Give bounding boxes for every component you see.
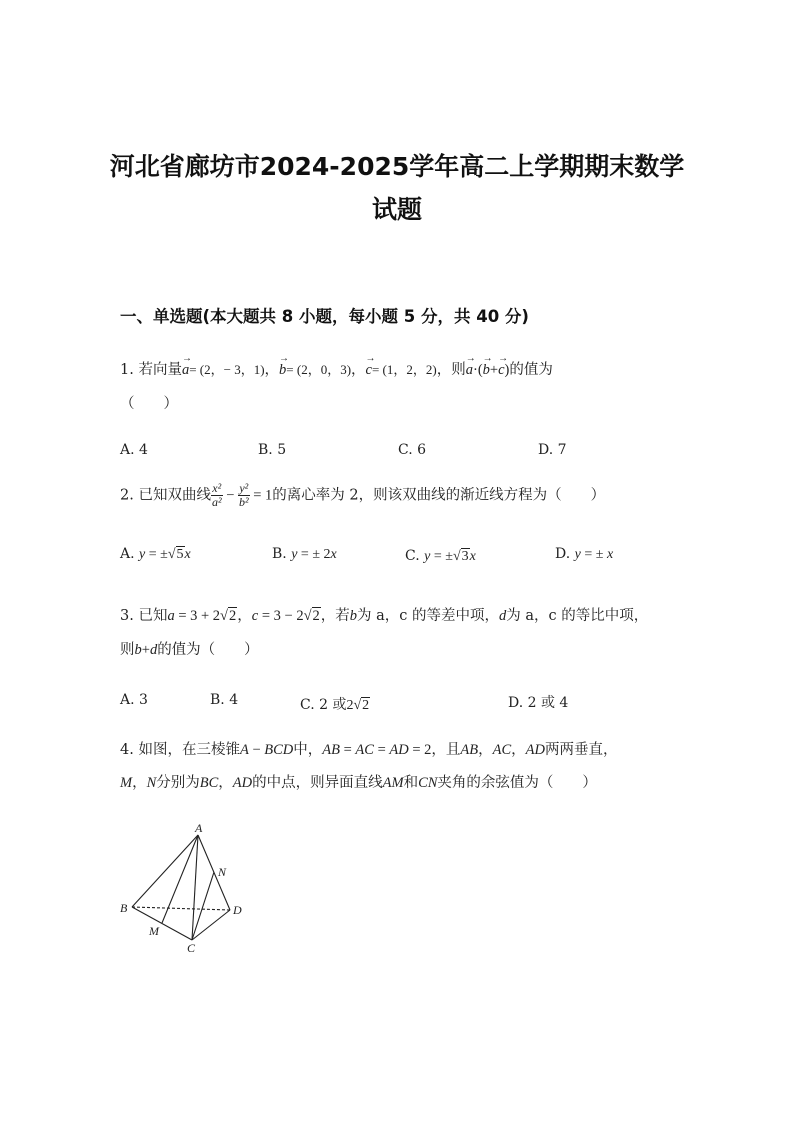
- edge-cd: [192, 910, 230, 940]
- option-c: C. 6: [398, 442, 427, 458]
- question-3-stem-line2: 则b+d的值为（ ）: [120, 642, 259, 658]
- option-b: B. 4: [210, 692, 239, 708]
- label-a: A: [195, 821, 203, 835]
- section-heading: 一、单选题(本大题共 8 小题，每小题 5 分，共 40 分): [120, 307, 529, 326]
- tetrahedron-figure: [110, 815, 270, 960]
- question-3-stem-line1: 3. 已知a = 3 + 2√2，c = 3 − 2√2，若b为 a，c 的等差中项，d为 a，c 的等比中项，: [120, 608, 649, 624]
- question-number: 1.: [120, 362, 134, 378]
- label-m: M: [149, 924, 159, 938]
- label-d: D: [233, 903, 242, 917]
- answer-paren: （ ）: [120, 396, 178, 412]
- document-title-line2: 试题: [371, 195, 422, 224]
- q1-text-intro: 若向量: [138, 362, 182, 378]
- question-2-stem: 2. 已知双曲线 $\frac{\text{x²}}{\text{a²}}$ − $\frac{\text{y²}}{\text{b²}}$ = 1的离心率为 2，则该双曲线的渐近线方程为（ ）: [120, 481, 606, 509]
- q2-text-2: 的离心率为 2，则该双曲线的渐近线方程为（ ）: [272, 487, 606, 504]
- option-a: A. y = ±√5x: [120, 546, 191, 562]
- option-d: D. y = ± x: [555, 546, 614, 562]
- q1-text-end: 的值为: [509, 362, 553, 378]
- vector-c-value: = (1，2，2): [371, 362, 437, 377]
- option-a: A. 4: [120, 442, 148, 458]
- segment-am: [162, 835, 198, 923]
- edge-ab: [132, 835, 198, 907]
- question-1-stem: 1. 若向量→ a= (2，− 3，1)，→ b= (2，0，3)，→ c= (1，2，2)，则→ a·(→ b+→ c)的值为: [120, 360, 553, 380]
- option-d: D. 7: [538, 442, 567, 458]
- edge-bd-hidden: [132, 907, 230, 910]
- q2-text-1: 已知双曲线: [138, 487, 211, 504]
- label-n: N: [218, 865, 227, 879]
- vector-b-value: = (2，0，3): [286, 362, 352, 377]
- option-c: C. 2 或2√2: [300, 697, 370, 713]
- question-4-stem-line1: 4. 如图，在三棱锥A − BCD中，AB = AC = AD = 2，且AB，AC，AD两两垂直，: [120, 742, 618, 758]
- option-a: A. 3: [120, 692, 148, 708]
- question-number: 2.: [120, 487, 134, 504]
- option-b: B. y = ± 2x: [272, 546, 337, 562]
- option-d: D. 2 或 4: [508, 695, 569, 711]
- edge-bc: [132, 907, 192, 940]
- label-b: B: [120, 901, 128, 915]
- vector-a-value: = (2，− 3，1): [189, 362, 265, 377]
- question-number: 3.: [120, 608, 134, 624]
- document-title-line1: 河北省廊坊市2024-2025学年高二上学期期末数学: [109, 152, 685, 181]
- q1-text-then: ，则: [436, 362, 466, 378]
- option-b: B. 5: [258, 442, 287, 458]
- label-c: C: [187, 941, 196, 955]
- option-c: C. y = ±√3x: [405, 548, 476, 564]
- question-number: 4.: [120, 742, 134, 758]
- question-4-stem-line2: M，N分别为BC，AD的中点，则异面直线AM和CN夹角的余弦值为（ ）: [120, 775, 597, 791]
